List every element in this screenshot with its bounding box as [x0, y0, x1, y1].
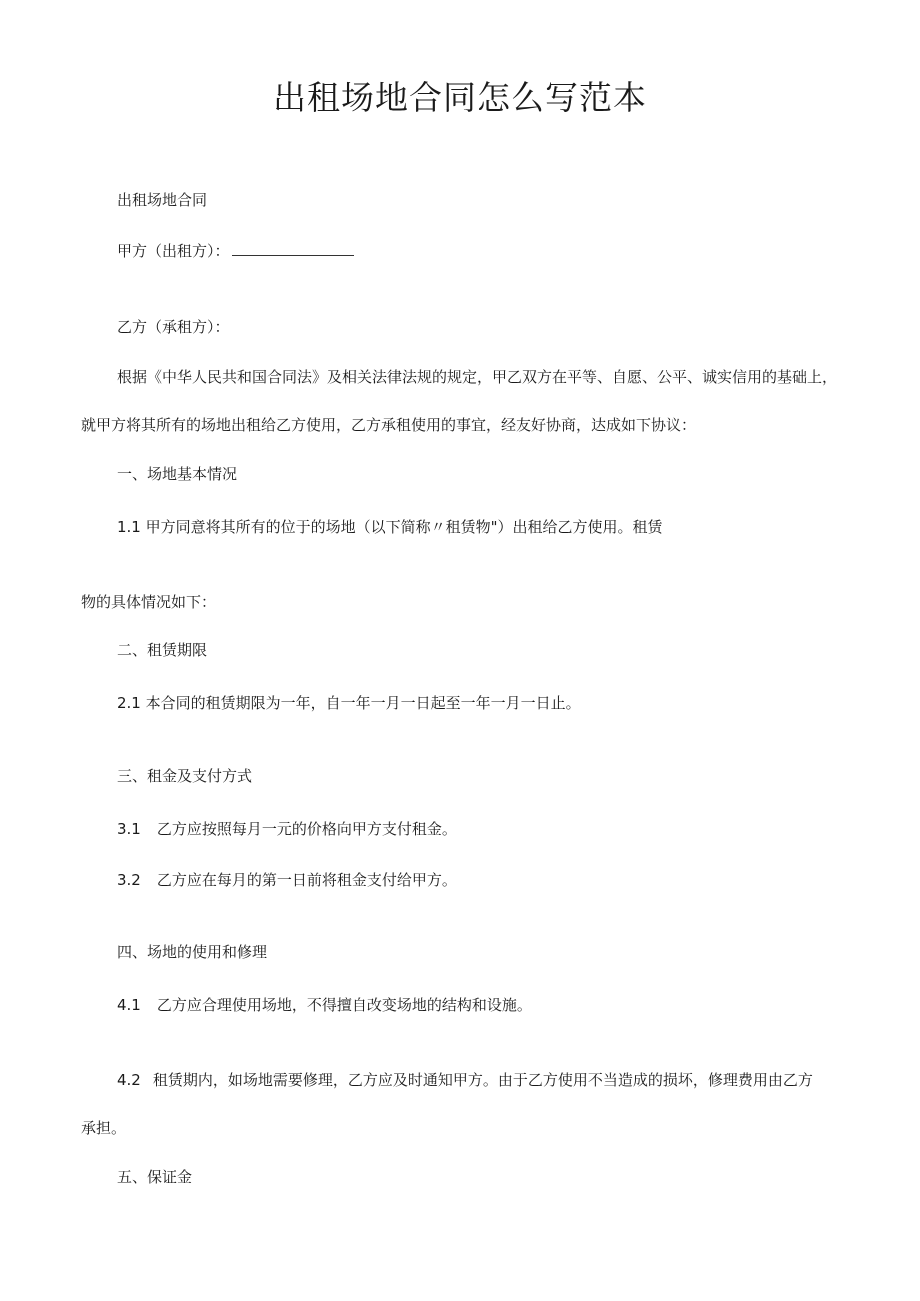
clause-4-2-continued: 承担。: [81, 1119, 127, 1137]
clause-text: 乙方应合理使用场地，不得擅自改变场地的结构和设施。: [156, 996, 532, 1014]
section-heading: 一、场地基本情况: [117, 465, 238, 483]
clause-3-2: [117, 869, 457, 891]
preamble-line-2: 就甲方将其所有的场地出租给乙方使用，乙方承租使用的事宜，经友好协商，达成如下协议：: [81, 416, 697, 434]
section-heading: 五、保证金: [117, 1168, 193, 1186]
clause-4-2: [117, 1069, 813, 1091]
contract-subtitle: 出租场地合同: [117, 191, 208, 209]
clause-text: 甲方同意将其所有的位于的场地（以下简称〃租赁物"）出租给乙方使用。租赁: [145, 518, 663, 536]
party-a-blank: [232, 241, 354, 256]
clause-3-1: [117, 818, 457, 840]
section-heading: 三、租金及支付方式: [117, 767, 253, 785]
clause-text: 乙方应按照每月一元的价格向甲方支付租金。: [156, 820, 457, 838]
clause-2-1: [117, 692, 581, 714]
party-a-label: 甲方（出租方）：: [117, 242, 230, 260]
section-heading: 四、场地的使用和修理: [117, 943, 268, 961]
clause-text: 乙方应在每月的第一日前将租金支付给甲方。: [156, 871, 457, 889]
clause-1-1-continued: 物的具体情况如下：: [81, 593, 217, 611]
party-b-label: 乙方（承租方）：: [117, 318, 230, 336]
clause-1-1: [117, 516, 663, 538]
document-title: 出租场地合同怎么写范本: [273, 78, 647, 117]
clause-number: 2.1: [117, 694, 141, 712]
clause-number: 3.2: [117, 871, 141, 889]
preamble-line-1: 根据《中华人民共和国合同法》及相关法律法规的规定，甲乙双方在平等、自愿、公平、诚实信用的基础上，: [117, 368, 838, 386]
clause-4-1: [117, 994, 532, 1016]
section-heading: 二、租赁期限: [117, 641, 208, 659]
clause-number: 4.1: [117, 996, 141, 1014]
clause-text: 租赁期内，如场地需要修理，乙方应及时通知甲方。由于乙方使用不当造成的损坏，修理费用由乙方: [152, 1071, 813, 1089]
clause-text: 本合同的租赁期限为一年，自一年一月一日起至一年一月一日止。: [145, 694, 581, 712]
clause-number: 1.1: [117, 518, 141, 536]
clause-number: 4.2: [117, 1071, 141, 1089]
party-a-line: [117, 240, 354, 262]
clause-number: 3.1: [117, 820, 141, 838]
